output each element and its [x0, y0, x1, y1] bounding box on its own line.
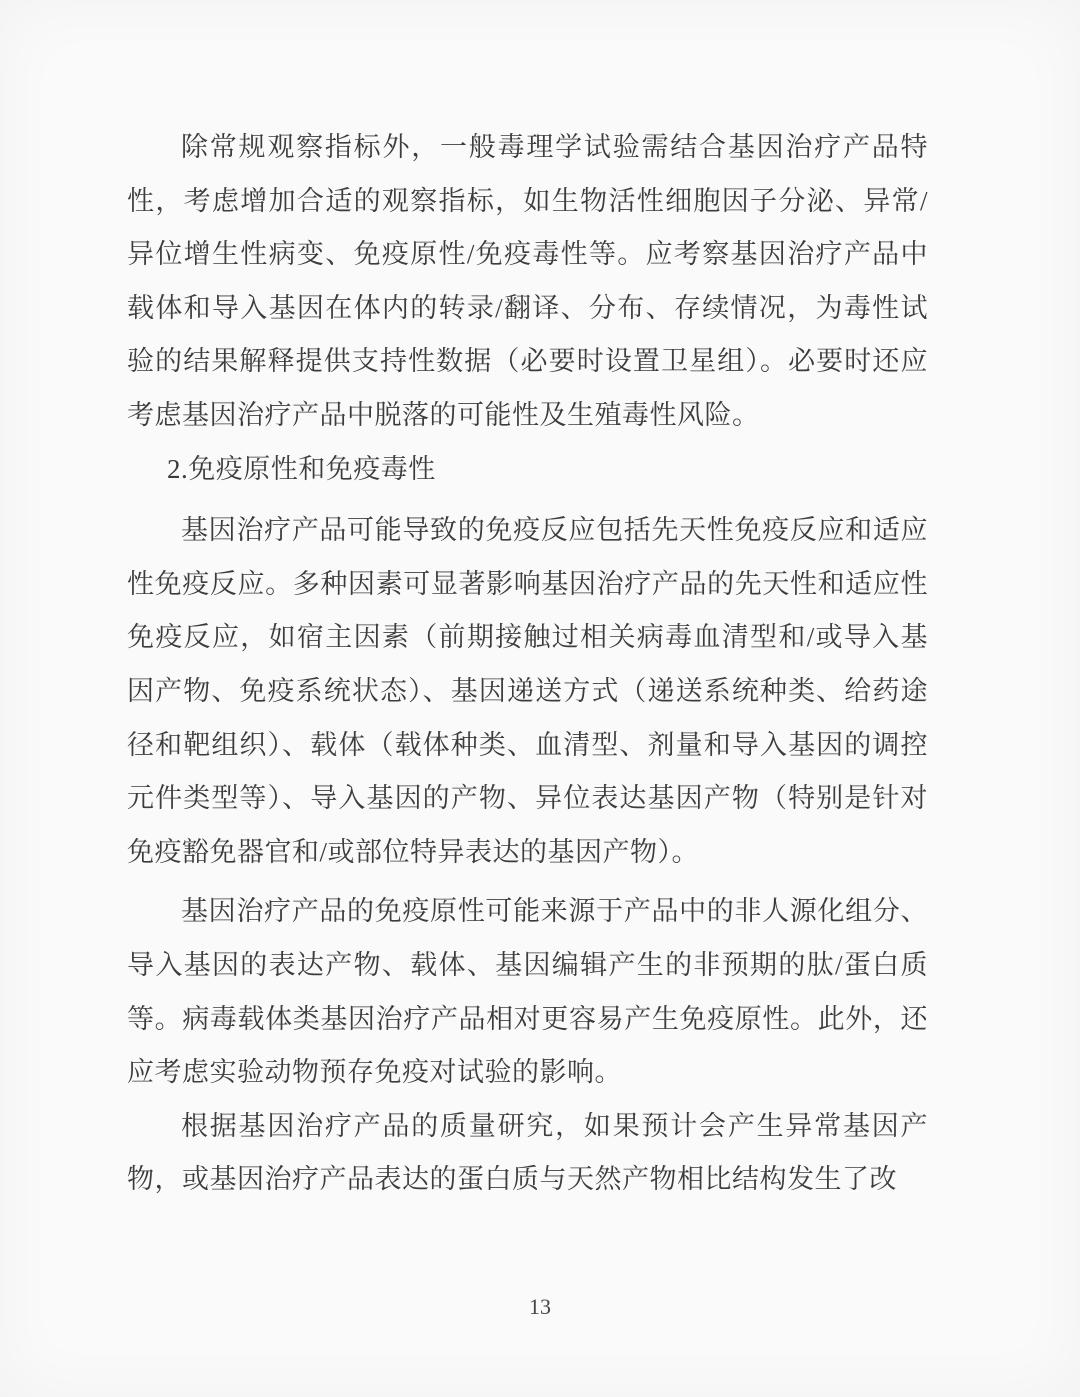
section-heading — [127, 443, 928, 497]
text-line: 载体和导入基因在体内的转录/翻译、分布、存续情况，为毒性试 — [127, 292, 928, 323]
text-line: 导入基因的表达产物、载体、基因编辑产生的非预期的肽/蛋白质 — [127, 949, 928, 980]
text-line: 基因治疗产品可能导致的免疫反应包括先天性免疫反应和适应 — [181, 515, 928, 546]
text-line: 考虑基因治疗产品中脱落的可能性及生殖毒性风险。 — [127, 399, 760, 430]
text-line: 因产物、免疫系统状态）、基因递送方式（递送系统种类、给药途 — [127, 675, 928, 706]
page-number: 13 — [529, 1294, 551, 1319]
text-line: 除常规观察指标外，一般毒理学试验需结合基因治疗产品特 — [181, 132, 928, 162]
body-paragraph — [127, 885, 928, 1099]
heading-line: 2.免疫原性和免疫毒性 — [167, 453, 436, 484]
text-line: 性，考虑增加合适的观察指标，如生物活性细胞因子分泌、异常/ — [127, 185, 928, 216]
text-line: 应考虑实验动物预存免疫对试验的影响。 — [127, 1057, 622, 1088]
text-line: 根据基因治疗产品的质量研究，如果预计会产生异常基因产 — [181, 1110, 928, 1141]
text-line: 验的结果解释提供支持性数据（必要时设置卫星组）。必要时还应 — [127, 346, 928, 377]
text-line: 基因治疗产品的免疫原性可能来源于产品中的非人源化组分、 — [181, 896, 928, 927]
text-line: 免疫反应，如宿主因素（前期接触过相关病毒血清型和/或导入基 — [127, 622, 928, 653]
page-text — [127, 121, 928, 1207]
body-paragraph — [127, 1100, 928, 1207]
body-paragraph — [127, 121, 928, 443]
text-line: 径和靶组织）、载体（载体种类、血清型、剂量和导入基因的调控 — [127, 729, 928, 760]
body-paragraph — [127, 504, 928, 879]
text-line: 物，或基因治疗产品表达的蛋白质与天然产物相比结构发生了改 — [127, 1164, 897, 1195]
text-line: 元件类型等）、导入基因的产物、异位表达基因产物（特别是针对 — [127, 783, 928, 814]
text-line: 异位增生性病变、免疫原性/免疫毒性等。应考察基因治疗产品中 — [127, 239, 928, 270]
text-line: 免疫豁免器官和/或部位特异表达的基因产物）。 — [127, 836, 700, 867]
text-line: 性免疫反应。多种因素可显著影响基因治疗产品的先天性和适应性 — [127, 568, 928, 599]
text-line: 等。病毒载体类基因治疗产品相对更容易产生免疫原性。此外，还 — [127, 1003, 928, 1034]
